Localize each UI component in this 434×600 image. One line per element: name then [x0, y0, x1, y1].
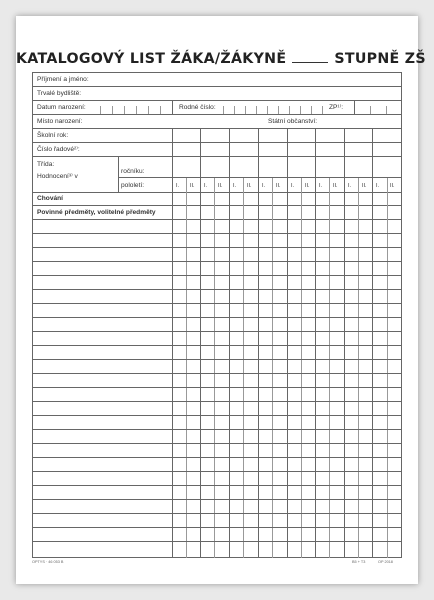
- row-line: [32, 128, 402, 129]
- semester-label: I.: [348, 183, 352, 189]
- date-tick: [124, 106, 125, 114]
- semester-line: [329, 178, 330, 558]
- subject-row-line: [32, 513, 402, 514]
- semester-label: I.: [204, 183, 208, 189]
- form-border-bottom: [32, 557, 402, 558]
- semester-line: [214, 178, 215, 558]
- rc-tick: [245, 106, 246, 114]
- subject-row-line: [32, 443, 402, 444]
- semester-line: [301, 178, 302, 558]
- date-tick: [148, 106, 149, 114]
- year-column-line: [229, 128, 230, 558]
- row-line: [32, 219, 402, 220]
- subject-row-line: [32, 261, 402, 262]
- subject-row-line: [32, 541, 402, 542]
- subject-row-line: [32, 457, 402, 458]
- semester-label: II.: [305, 183, 310, 189]
- date-tick: [160, 106, 161, 114]
- label-chovani: Chování: [37, 195, 64, 202]
- row-line: [32, 205, 402, 206]
- rc-tick: [289, 106, 290, 114]
- zp-tick: [370, 106, 371, 114]
- label-trida: Třída:: [37, 161, 55, 168]
- semester-label: II.: [390, 183, 395, 189]
- label-obcanstvi: Státní občanství:: [268, 118, 318, 125]
- rc-tick: [223, 106, 224, 114]
- subject-row-line: [32, 359, 402, 360]
- field-divider: [172, 100, 173, 114]
- form-table: [32, 72, 402, 558]
- label-pololeti: pololetí:: [121, 182, 145, 189]
- date-tick: [136, 106, 137, 114]
- label-rodne-cislo: Rodné číslo:: [179, 104, 216, 111]
- subject-row-line: [32, 373, 402, 374]
- field-divider: [354, 100, 355, 114]
- rc-tick: [267, 106, 268, 114]
- rc-tick: [300, 106, 301, 114]
- subject-row-line: [32, 331, 402, 332]
- subject-row-line: [32, 401, 402, 402]
- date-tick: [100, 106, 101, 114]
- semester-label: II.: [362, 183, 367, 189]
- label-bydliste: Trvalé bydliště:: [37, 90, 82, 97]
- year-column-line: [344, 128, 345, 558]
- subject-row-line: [32, 303, 402, 304]
- label-hodnoceni: Hodnocení³⁾ v: [37, 173, 78, 180]
- row-line: [32, 86, 402, 87]
- row-line: [32, 156, 402, 157]
- document-title: [16, 50, 426, 68]
- footer-left: OPTYS · 46 053 B: [32, 560, 64, 564]
- subject-row-line: [32, 247, 402, 248]
- footer-center: B5 + T3: [352, 560, 366, 564]
- semester-label: II.: [247, 183, 252, 189]
- semester-label: I.: [376, 183, 380, 189]
- rc-tick: [278, 106, 279, 114]
- grade-blank: [292, 50, 328, 63]
- grade-column-start: [172, 128, 173, 558]
- subject-row-line: [32, 415, 402, 416]
- form-border-top: [32, 72, 402, 73]
- semester-line: [186, 178, 187, 558]
- row-line: [32, 192, 402, 193]
- semester-label: II.: [333, 183, 338, 189]
- title-right: STUPNĚ ZŠ: [334, 51, 426, 67]
- subject-row-line: [32, 471, 402, 472]
- year-column-line: [315, 128, 316, 558]
- semester-line: [358, 178, 359, 558]
- label-misto-narozeni: Místo narození:: [37, 118, 83, 125]
- subject-row-line: [32, 387, 402, 388]
- subject-row-line: [32, 499, 402, 500]
- semester-label: I.: [319, 183, 323, 189]
- label-datum-narozeni: Datum narození:: [37, 104, 86, 111]
- footer-right: OP 2018: [378, 560, 393, 564]
- label-rocniku: ročníku:: [121, 168, 145, 175]
- subject-row-line: [32, 275, 402, 276]
- year-column-line: [287, 128, 288, 558]
- label-zp: ZP¹⁾:: [329, 104, 344, 111]
- label-prijmeni: Příjmení a jméno:: [37, 76, 89, 83]
- subject-row-line: [32, 345, 402, 346]
- row-line: [118, 177, 402, 178]
- subject-row-line: [32, 527, 402, 528]
- semester-label: II.: [218, 183, 223, 189]
- semester-label: I.: [291, 183, 295, 189]
- subject-row-line: [32, 233, 402, 234]
- label-predmety: Povinné předměty, volitelné předměty: [37, 209, 156, 216]
- year-column-line: [258, 128, 259, 558]
- hodnoceni-divider: [118, 156, 119, 192]
- row-line: [32, 114, 402, 115]
- title-left: KATALOGOVÝ LIST ŽÁKA/ŽÁKYNĚ: [16, 51, 287, 67]
- label-cislo-radove: Číslo řadové²⁾:: [37, 146, 80, 153]
- semester-line: [272, 178, 273, 558]
- semester-label: II.: [190, 183, 195, 189]
- subject-row-line: [32, 289, 402, 290]
- semester-line: [243, 178, 244, 558]
- subject-row-line: [32, 485, 402, 486]
- date-tick: [112, 106, 113, 114]
- row-line: [32, 100, 402, 101]
- semester-label: I.: [262, 183, 266, 189]
- semester-line: [387, 178, 388, 558]
- rc-tick: [256, 106, 257, 114]
- label-skolni-rok: Školní rok:: [37, 132, 69, 139]
- year-column-line: [372, 128, 373, 558]
- subject-row-line: [32, 429, 402, 430]
- rc-tick: [322, 106, 323, 114]
- row-line: [32, 142, 402, 143]
- rc-tick: [234, 106, 235, 114]
- year-column-line: [200, 128, 201, 558]
- semester-label: II.: [276, 183, 281, 189]
- subject-row-line: [32, 317, 402, 318]
- semester-label: I.: [233, 183, 237, 189]
- rc-tick: [311, 106, 312, 114]
- zp-tick: [386, 106, 387, 114]
- semester-label: I.: [176, 183, 180, 189]
